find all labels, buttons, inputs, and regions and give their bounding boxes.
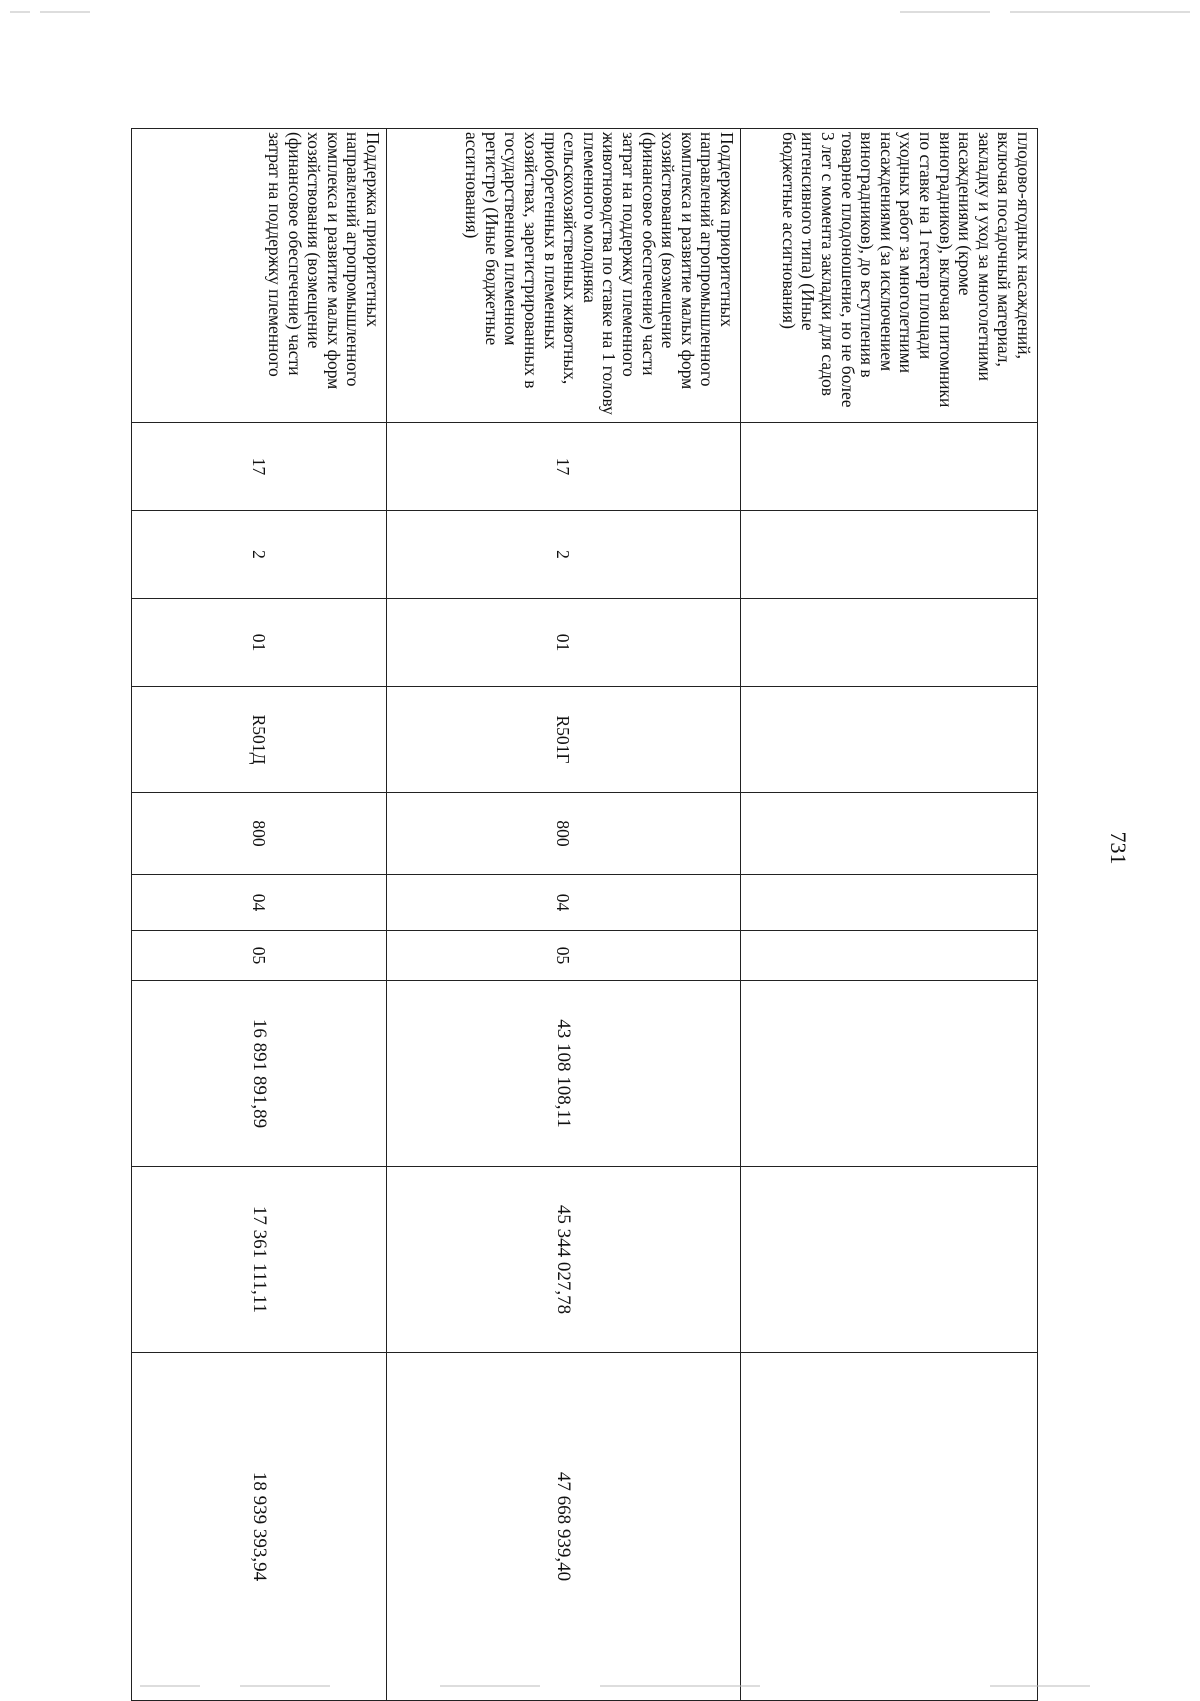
main-activity-code-cell: 01 <box>387 599 741 687</box>
row-description: плодово-ягодных насаждений, включая посадочный материал, закладку и уход за многолетними насаждениями (кроме виноградников), включая питомники по ставке на 1 гектар площади уходных работ за многолетними насаждениями (за исключением виноградников), до вступления в товарное плодоношение, но не более 3 лет с момента закладки для садов интенсивного типа) (Иные бюджетные ассигнования) <box>741 129 1038 423</box>
subsection-cell: 05 <box>132 931 387 981</box>
expense-type-cell <box>741 793 1038 875</box>
row-description: Поддержка приоритетных направлений агропромышленного комплекса и развитие малых форм хозяйствования (возмещение (финансовое обеспечение) части затрат на поддержку племенного <box>132 129 387 423</box>
program-code-cell: 17 <box>132 423 387 511</box>
budget-table <box>131 128 1038 1701</box>
amount-year1-cell: 16 891 891,89 <box>132 981 387 1167</box>
amount-year2-cell: 17 361 111,11 <box>132 1167 387 1353</box>
section-cell: 04 <box>387 875 741 931</box>
subprogram-code-cell: 2 <box>132 511 387 599</box>
page-number: 731 <box>1106 831 1131 865</box>
amount-year3-cell <box>741 1353 1038 1701</box>
subsection-cell: 05 <box>387 931 741 981</box>
amount-year2-cell: 45 344 027,78 <box>387 1167 741 1353</box>
table-row <box>741 129 1038 1701</box>
direction-code-cell: R501Г <box>387 687 741 793</box>
program-code-cell <box>741 423 1038 511</box>
row-description: Поддержка приоритетных направлений агропромышленного комплекса и развитие малых форм хозяйствования (возмещение (финансовое обеспечение) части затрат на поддержку племенного животноводства по ставке на 1 голову племенного молодняка сельскохозяйственных животных, приобретенных в племенных хозяйствах, зарегистрированных в государственном племенном регистре) (Иные бюджетные ассигнования) <box>387 129 741 423</box>
table-row <box>387 129 741 1701</box>
main-activity-code-cell: 01 <box>132 599 387 687</box>
amount-year2-cell <box>741 1167 1038 1353</box>
subprogram-code-cell <box>741 511 1038 599</box>
amount-year1-cell: 43 108 108,11 <box>387 981 741 1167</box>
table-row <box>132 129 387 1701</box>
section-cell <box>741 875 1038 931</box>
direction-code-cell <box>741 687 1038 793</box>
expense-type-cell: 800 <box>387 793 741 875</box>
section-cell: 04 <box>132 875 387 931</box>
subprogram-code-cell: 2 <box>387 511 741 599</box>
direction-code-cell: R501Д <box>132 687 387 793</box>
expense-type-cell: 800 <box>132 793 387 875</box>
program-code-cell: 17 <box>387 423 741 511</box>
subsection-cell <box>741 931 1038 981</box>
amount-year3-cell: 47 668 939,40 <box>387 1353 741 1701</box>
rotated-table-wrapper <box>132 128 1038 1700</box>
main-activity-code-cell <box>741 599 1038 687</box>
amount-year1-cell <box>741 981 1038 1167</box>
amount-year3-cell: 18 939 393,94 <box>132 1353 387 1701</box>
